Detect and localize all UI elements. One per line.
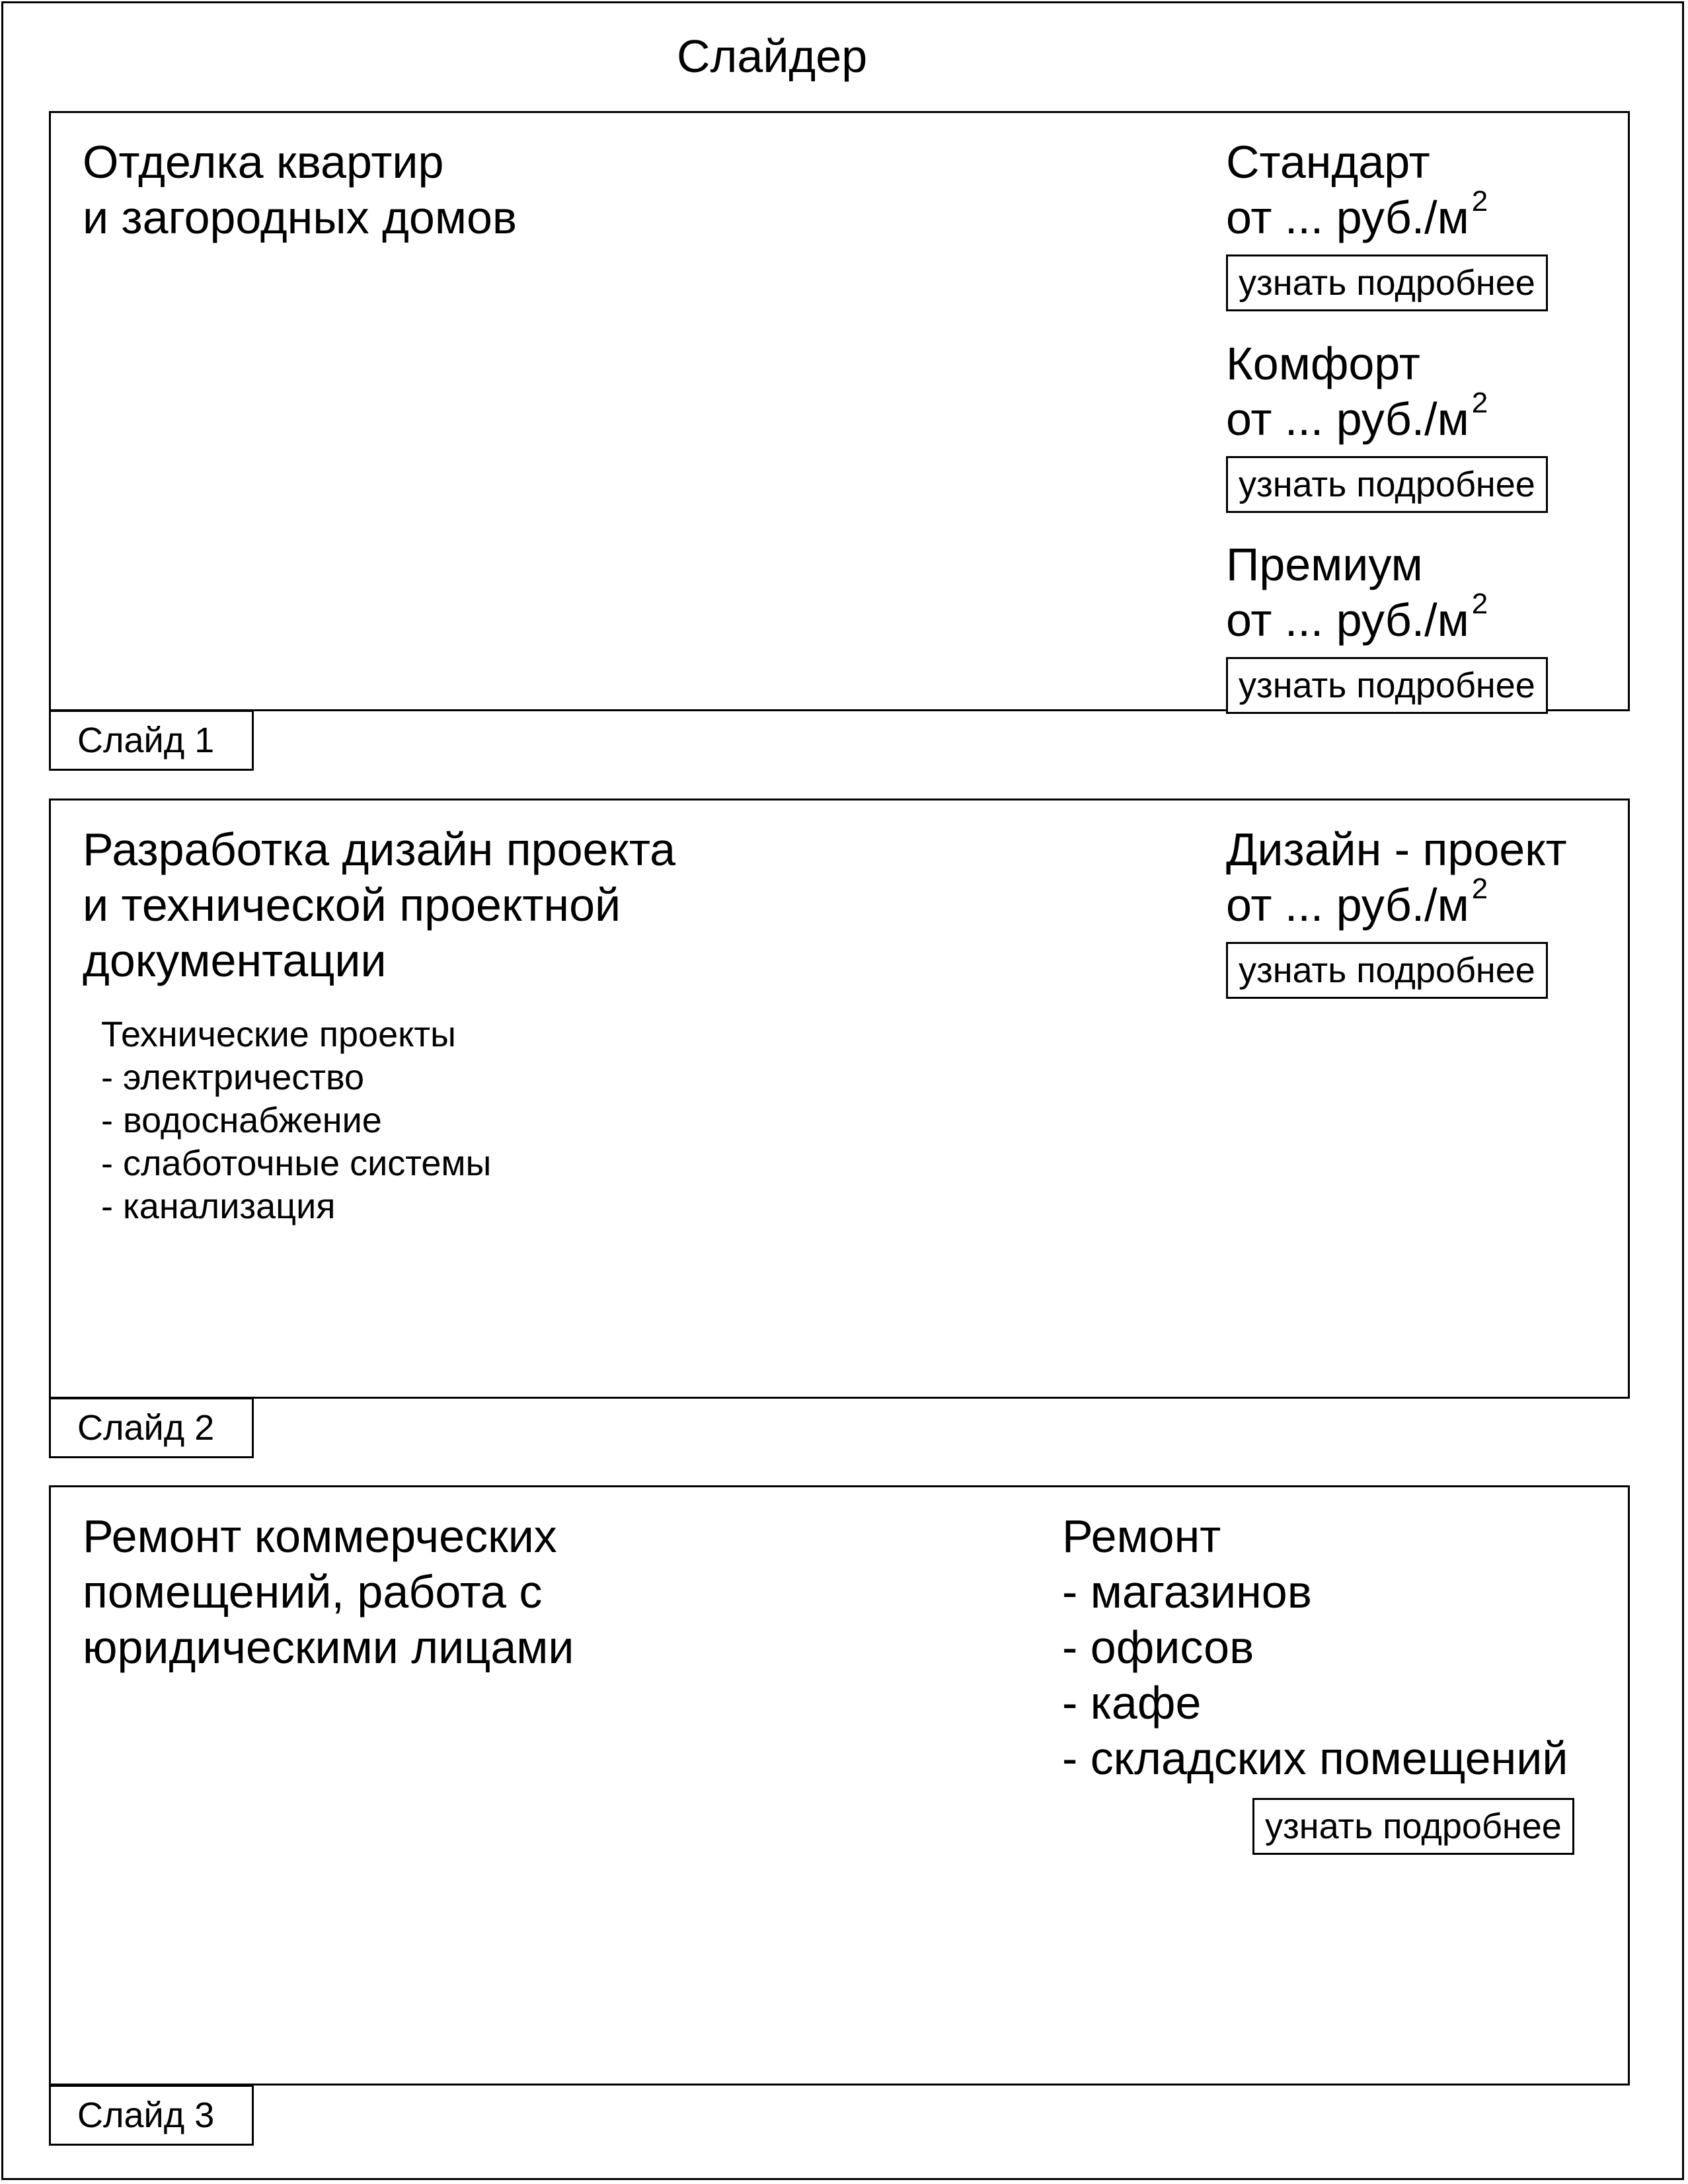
offer-price: от ... $руб./м^2$: [1226, 185, 1488, 243]
slide-1-tab[interactable]: Слайд 1: [49, 710, 254, 771]
list-item: - электричество: [101, 1058, 365, 1097]
offer-price: от ... $руб./м^2$: [1226, 588, 1488, 646]
slide-2: [49, 799, 1630, 1399]
slide-1-headline: Отделка квартир и загородных домов: [83, 136, 518, 243]
slide-3: [49, 1485, 1630, 2086]
list-item: - слаботочные системы: [101, 1144, 492, 1183]
list-item: - канализация: [101, 1187, 336, 1226]
slide-3-tab[interactable]: Слайд 3: [49, 2085, 254, 2146]
list-item: - кафе: [1062, 1677, 1202, 1729]
offer-name: Дизайн - проект: [1226, 824, 1567, 875]
more-button[interactable]: узнать подробнее: [1226, 942, 1548, 999]
page-title: Слайдер: [677, 30, 868, 82]
slide-3-headline: Ремонт коммерческих помещений, работа с юридическими лицами: [83, 1510, 574, 1673]
tech-projects-title: Технические проекты: [101, 1015, 456, 1054]
offer-standard: [1226, 134, 1548, 311]
list-item: - офисов: [1062, 1621, 1254, 1673]
repair-list: [1062, 1508, 1568, 1786]
slide-2-tab[interactable]: Слайд 2: [49, 1397, 254, 1458]
more-button[interactable]: узнать подробнее: [1226, 657, 1548, 714]
list-item: - складских помещений: [1062, 1733, 1568, 1784]
slide-2-headline: Разработка дизайн проекта и технической проектной документации: [83, 824, 676, 986]
offer-name: Премиум: [1226, 539, 1423, 590]
more-button[interactable]: узнать подробнее: [1226, 456, 1548, 513]
offer-price: от ... $руб./м^2$: [1226, 873, 1488, 931]
list-item: - магазинов: [1062, 1566, 1312, 1618]
offer-price: от ... $руб./м^2$: [1226, 387, 1488, 445]
list-item: - водоснабжение: [101, 1101, 382, 1140]
offer-name: Комфорт: [1226, 338, 1420, 389]
offer-design-project: [1226, 822, 1567, 999]
offer-comfort: [1226, 336, 1548, 513]
more-button[interactable]: узнать подробнее: [1252, 1798, 1574, 1855]
slide-1: [49, 111, 1630, 711]
more-button[interactable]: узнать подробнее: [1226, 254, 1548, 311]
tech-projects-list: [101, 1013, 491, 1228]
offer-name: Стандарт: [1226, 136, 1430, 188]
repair-title: Ремонт: [1062, 1510, 1221, 1562]
offer-premium: [1226, 537, 1548, 714]
